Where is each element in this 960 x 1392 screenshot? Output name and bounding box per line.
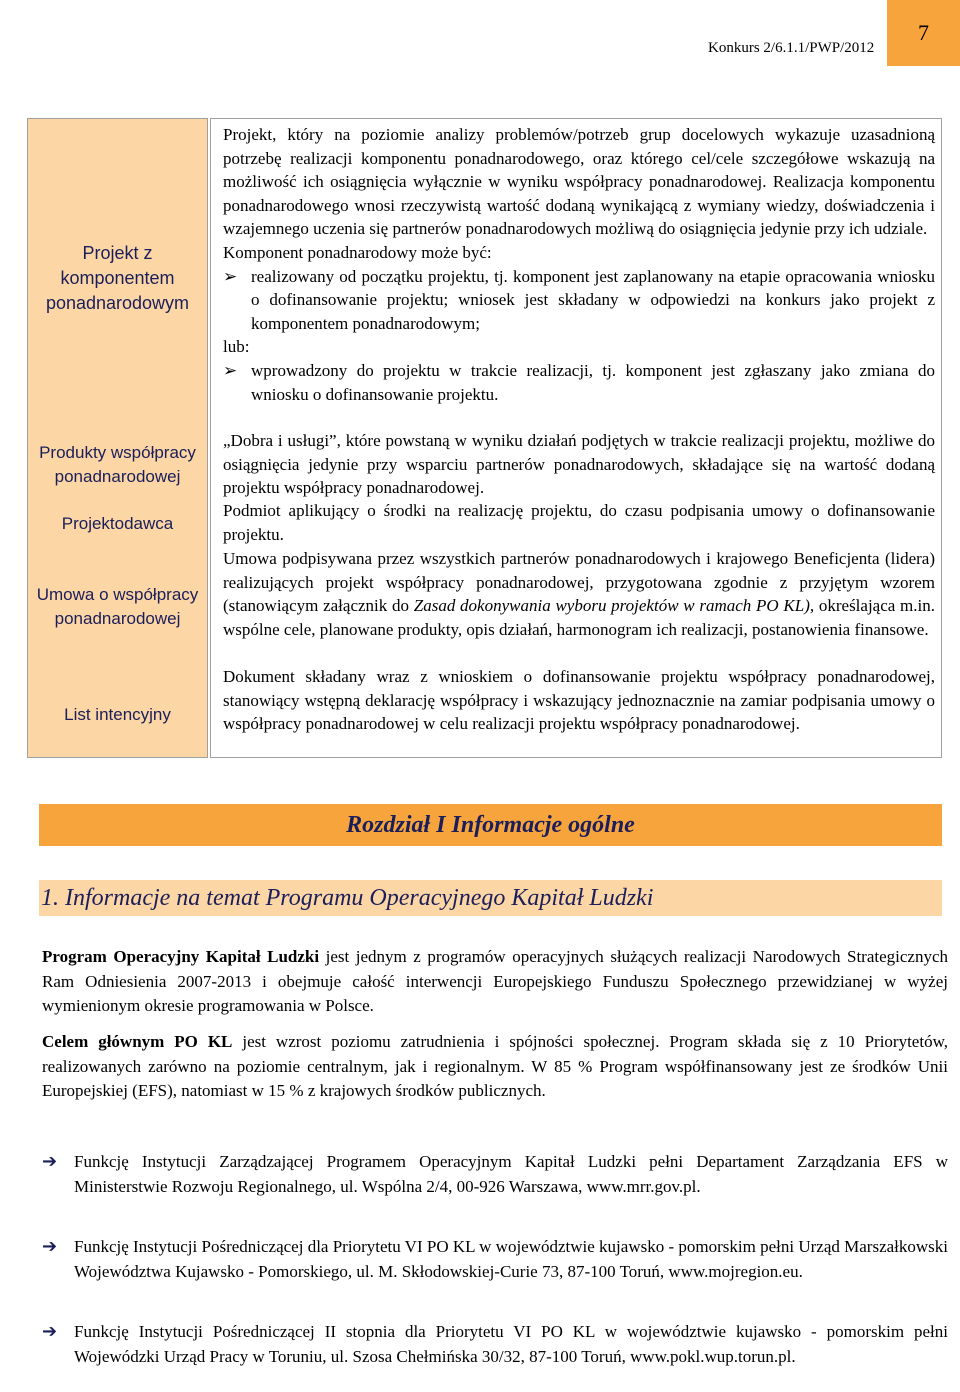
section-heading: 1. Informacje na temat Programu Operacyjnego Kapitał Ludzki bbox=[39, 880, 942, 916]
definition-or: lub: bbox=[223, 337, 250, 357]
paragraph-bold-lead: Program Operacyjny Kapitał Ludzki bbox=[42, 947, 320, 966]
term-projekt-z-komponentem: Projekt z komponentem ponadnarodowym bbox=[45, 243, 190, 313]
paragraph-bold-lead: Celem głównym PO KL bbox=[42, 1032, 233, 1051]
definition-option: ➢ realizowany od początku projektu, tj. komponent jest zaplanowany na etapie opracowania wniosku o dofinansowanie projektu; wniosek jest składany w odpowiedzi na konkurs jako projekt z komponentem ponadnarodowym; bbox=[223, 265, 935, 336]
definition-text: Umowa podpisywana przez wszystkich partnerów ponadnarodowych i krajowego Beneficjenta (lidera) realizujących projekt współpracy ponadnarodowej, przygotowana zgodnie z przyjętym wzorem (stanowiącym załącznik do bbox=[223, 549, 935, 616]
glossary-definitions-column bbox=[210, 118, 942, 758]
document-reference: Konkurs 2/6.1.1/PWP/2012 bbox=[708, 40, 875, 56]
definition-text: Projekt, który na poziomie analizy problemów/potrzeb grup docelowych wykazuje uzasadnioną potrzebę realizacji komponentu ponadnarodowego, oraz którego cel/cele szczegółowe wskazują na możliwość ich osiągnięcia wyłącznie w wyniku współpracy ponadnarodowej. Realizacja komponentu ponadnarodowego wnosi rzeczywistą wartość dodaną wynikającą z wymiany wiedzy, doświadczenia i wzajemnego uczenia się partnerów ponadnarodowych możliwą do osiągnięcia jedynie przy ich udziale. bbox=[223, 125, 935, 239]
definition-option: ➢ wprowadzony do projektu w trakcie realizacji, tj. komponent jest zgłaszany jako zmiana do wniosku o dofinansowanie projektu. bbox=[223, 359, 935, 406]
bullet-text: Funkcję Instytucji Pośredniczącej II stopnia dla Priorytetu VI PO KL w województwie kujawsko - pomorskim pełni Wojewódzki Urząd Pracy w Toruniu, ul. Szosa Chełmińska 30/32, 87-100 Toruń, www.pokl.wup.torun.pl. bbox=[74, 1322, 948, 1366]
term-list-intencyjny: List intencyjny bbox=[64, 705, 171, 724]
definition-produkty-wspolpracy: „Dobra i usługi”, które powstaną w wyniku działań podjętych w trakcie realizacji projektu, możliwe do osiągnięcia jedynie przy wsparciu partnerów ponadnarodowych, składające się na wartość dodaną projektu współpracy ponadnarodowej. bbox=[223, 431, 935, 498]
bullet-item bbox=[42, 1235, 948, 1284]
definition-projektodawca: Podmiot aplikujący o środki na realizację projektu, do czasu podpisania umowy o dofinansowanie projektu. bbox=[223, 501, 935, 544]
arrow-right-icon: ➔ bbox=[42, 1236, 58, 1257]
definition-italic-reference: Zasad dokonywania wyboru projektów w ramach PO KL), bbox=[413, 596, 815, 616]
term-umowa-o-wspolpracy: Umowa o współpracy ponadnarodowej bbox=[36, 585, 199, 628]
bullet-text: Funkcję Instytucji Pośredniczącej dla Priorytetu VI PO KL w województwie kujawsko - pomorskim pełni Urząd Marszałkowski Województwa Kujawsko - Pomorskiego, ul. M. Skłodowskiej-Curie 73, 87-100 Toruń, www.mojregion.eu. bbox=[74, 1237, 948, 1281]
definition-options bbox=[223, 265, 935, 407]
paragraph-text: jest wzrost poziomu zatrudnienia i spójności społecznej. Program składa się z 10 Priorytetów, realizowanych zarówno na poziomie centralnym, jak i regionalnym. W 85 % Program współfinansowany jest ze środków Unii Europejskiej (EFS), natomiast w 15 % z krajowych środków publicznych. bbox=[42, 1032, 948, 1100]
arrow-right-icon: ➔ bbox=[42, 1321, 58, 1342]
term-projektodawca: Projektodawca bbox=[61, 514, 174, 533]
paragraph-program-goal bbox=[42, 1030, 948, 1104]
term-produkty-wspolpracy: Produkty współpracy ponadnarodowej bbox=[39, 443, 196, 486]
bullet-item bbox=[42, 1150, 948, 1199]
paragraph-program-intro bbox=[42, 945, 948, 1019]
bullet-item bbox=[42, 1320, 948, 1369]
definition-umowa-o-wspolpracy bbox=[223, 547, 935, 641]
arrow-right-icon: ➔ bbox=[42, 1151, 58, 1172]
bullet-text: Funkcję Instytucji Zarządzającej Programem Operacyjnym Kapitał Ludzki pełni Departament Zarządzania EFS w Ministerstwie Rozwoju Regionalnego, ul. Wspólna 2/4, 00-926 Warszawa, www.mrr.gov.pl. bbox=[74, 1152, 948, 1196]
page-number: 7 bbox=[887, 0, 960, 66]
definition-text: określająca m.in. wspólne cele, planowane produkty, opis działań, harmonogram ich realizacji, postanowienia finansowe. bbox=[223, 596, 935, 639]
definition-projekt-z-komponentem bbox=[223, 123, 935, 406]
glossary-terms-column bbox=[27, 118, 208, 758]
definition-list-intencyjny: Dokument składany wraz z wnioskiem o dofinansowanie projektu współpracy ponadnarodowej, stanowiący wstępną deklarację współpracy i wskazujący jednoznacznie na zamiar podpisania umowy o współpracy ponadnarodowej w celu realizacji projektu współpracy ponadnarodowej. bbox=[223, 667, 935, 734]
definition-intro: Komponent ponadnarodowy może być: bbox=[223, 242, 492, 262]
chapter-heading: Rozdział I Informacje ogólne bbox=[39, 804, 942, 846]
paragraph-text: jest jednym z programów operacyjnych służących realizacji Narodowych Strategicznych Ram Odniesienia 2007-2013 i obejmuje całość interwencji Europejskiego Funduszu Społecznego przewidzianej w wyżej wymienionym okresie programowania w Polsce. bbox=[42, 947, 949, 1015]
